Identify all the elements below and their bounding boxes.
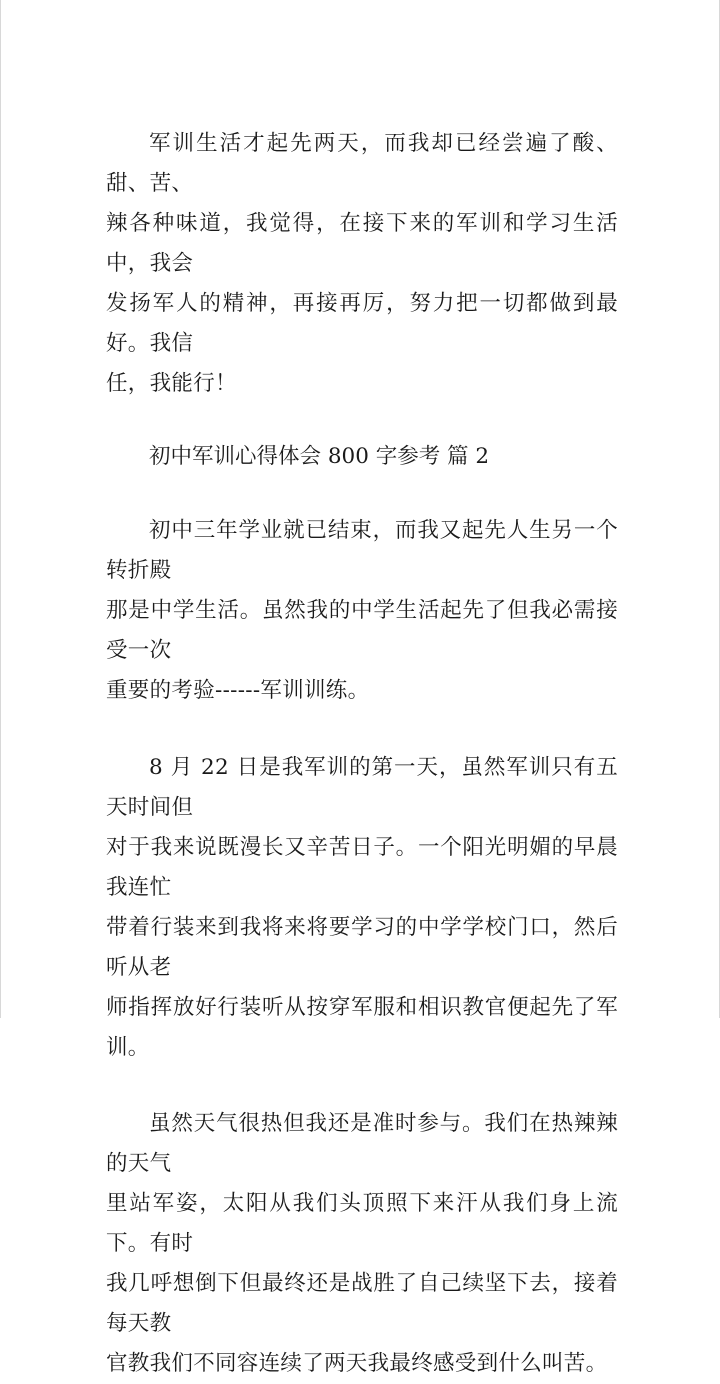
paragraph-3 xyxy=(106,748,618,1068)
paragraph-line: 初中三年学业就已结束，而我又起先人生另一个转折殿 xyxy=(106,518,618,583)
paragraph-line: 辣各种味道，我觉得，在接下来的军训和学习生活中，我会 xyxy=(106,211,618,276)
paragraph-line: 师指挥放好行装听从按穿军服和相识教官便起先了军训。 xyxy=(106,995,618,1060)
paragraph-line: 虽然天气很热但我还是准时参与。我们在热辣辣的天气 xyxy=(106,1111,618,1176)
paragraph-line: 带着行装来到我将来将要学习的中学学校门口，然后听从老 xyxy=(106,915,618,980)
paragraph-line: 里站军姿，太阳从我们头顶照下来汗从我们身上流下。有时 xyxy=(106,1191,618,1256)
paragraph-line: 8 月 22 日是我军训的第一天，虽然军训只有五天时间但 xyxy=(106,755,618,820)
paragraph-line: 重要的考验------军训训练。 xyxy=(106,678,370,703)
paragraph-1 xyxy=(106,124,618,404)
paragraph-line: 发扬军人的精神，再接再厉，努力把一切都做到最好。我信 xyxy=(106,291,618,356)
paragraph-2 xyxy=(106,511,618,711)
paragraph-line: 对于我来说既漫长又辛苦日子。一个阳光明媚的早晨我连忙 xyxy=(106,835,618,900)
document-body xyxy=(106,124,618,1384)
paragraph-line: 军训生活才起先两天，而我却已经尝遍了酸、甜、苦、 xyxy=(106,131,618,196)
paragraph-line: 官教我们不同容连续了两天我最终感受到什么叫苦。 xyxy=(106,1351,608,1376)
paragraph-line: 我几呼想倒下但最终还是战胜了自己续坚下去，接着每天教 xyxy=(106,1271,618,1336)
paragraph-4 xyxy=(106,1104,618,1384)
paragraph-line: 任，我能行！ xyxy=(106,371,237,396)
section-heading: 初中军训心得体会 800 字参考 篇 2 xyxy=(149,444,490,469)
paragraph-line: 那是中学生活。虽然我的中学生活起先了但我必需接受一次 xyxy=(106,598,618,663)
